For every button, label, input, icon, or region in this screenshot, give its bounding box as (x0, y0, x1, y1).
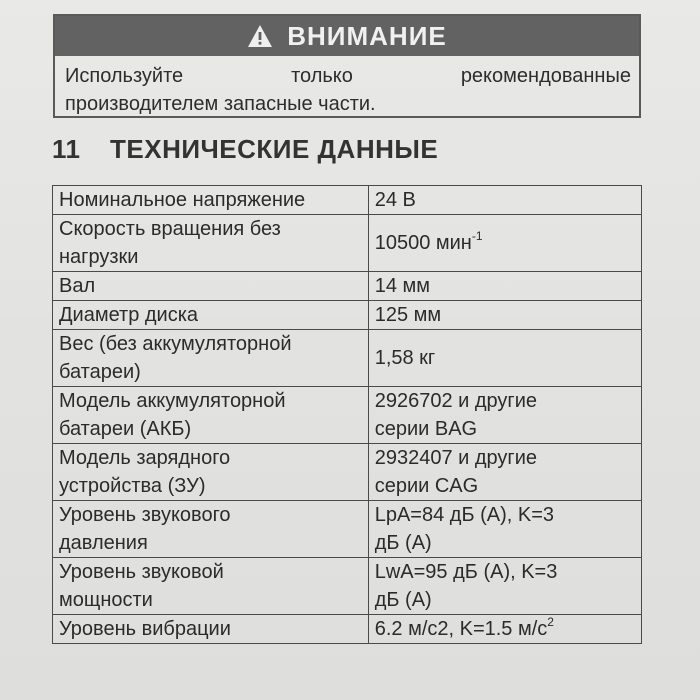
spec-value-superscript: 2 (547, 615, 554, 629)
section-heading (52, 134, 438, 165)
warning-text (55, 56, 639, 118)
warning-text-word-3: рекомендованные (460, 65, 631, 87)
spec-param: Вал (53, 272, 369, 301)
specs-table (52, 185, 642, 644)
spec-row (53, 615, 642, 644)
spec-value: 6.2 м/с2, K=1.5 $м/с^2$ (368, 615, 641, 644)
section-number: 11 (52, 134, 81, 164)
spec-param: Уровень звуковой мощности (53, 558, 369, 615)
warning-triangle-icon (247, 23, 273, 49)
spec-value: LwA=95 дБ (А), K=3 дБ (А) (368, 558, 641, 615)
spec-value: LpA=84 дБ (А), K=3 дБ (А) (368, 501, 641, 558)
section-title: ТЕХНИЧЕСКИЕ ДАННЫЕ (110, 134, 439, 164)
warning-box (53, 14, 641, 118)
spec-row (53, 501, 642, 558)
spec-row (53, 186, 642, 215)
spec-param: Номинальное напряжение (53, 186, 369, 215)
spec-param: Уровень звукового давления (53, 501, 369, 558)
spec-value: 125 мм (368, 301, 641, 330)
spec-row (53, 215, 642, 272)
warning-text-word-2: только (291, 65, 353, 87)
spec-row (53, 301, 642, 330)
spec-value: 2926702 и другие серии BAG (368, 387, 641, 444)
spec-value: 1,58 кг (368, 330, 641, 387)
warning-title: ВНИМАНИЕ (287, 20, 447, 51)
warning-text-word-1: Используйте (65, 65, 184, 87)
spec-param: Модель аккумуляторной батареи (АКБ) (53, 387, 369, 444)
spec-row (53, 330, 642, 387)
spec-row (53, 272, 642, 301)
spec-row (53, 387, 642, 444)
spec-value: 2932407 и другие серии CAG (368, 444, 641, 501)
spec-param: Уровень вибрации (53, 615, 369, 644)
spec-param: Модель зарядного устройства (ЗУ) (53, 444, 369, 501)
spec-value: 10500 мин$^{-1}$ (368, 215, 641, 272)
spec-value: 14 мм (368, 272, 641, 301)
spec-param: Вес (без аккумуляторной батареи) (53, 330, 369, 387)
warning-header (55, 16, 639, 56)
spec-row (53, 558, 642, 615)
warning-text-line-2: производителем запасные части. (65, 93, 376, 115)
spec-row (53, 444, 642, 501)
spec-param: Скорость вращения без нагрузки (53, 215, 369, 272)
spec-value-superscript: -1 (471, 229, 483, 243)
spec-value: 24 В (368, 186, 641, 215)
spec-param: Диаметр диска (53, 301, 369, 330)
